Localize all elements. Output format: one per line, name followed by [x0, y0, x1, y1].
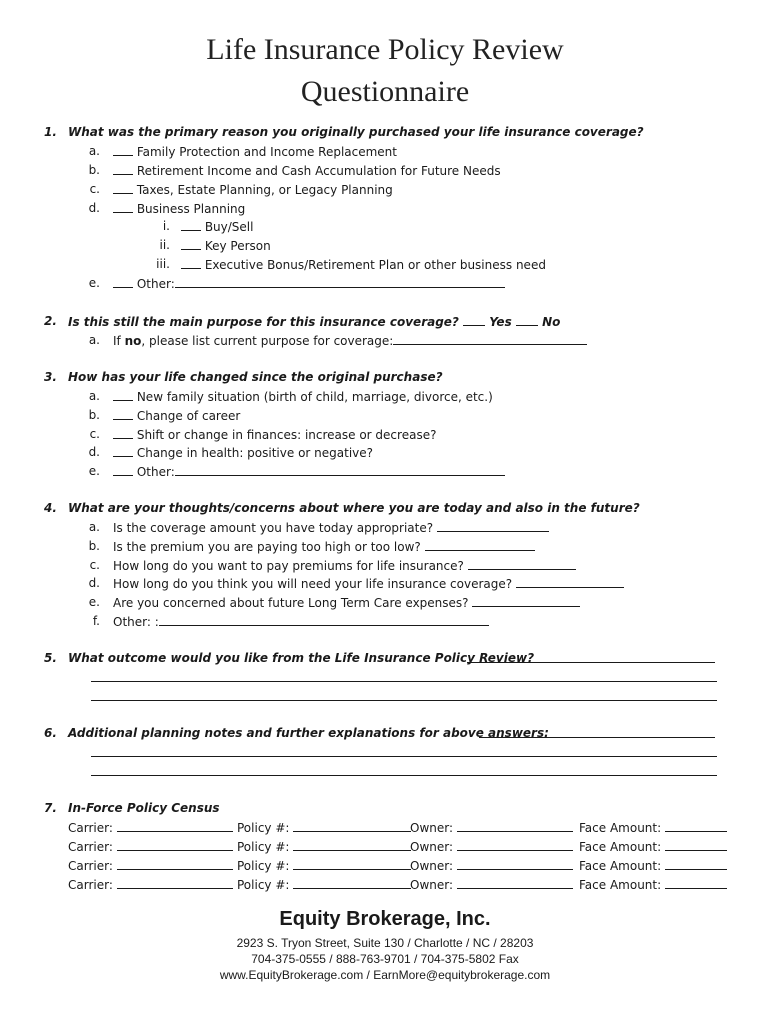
q4d-line: [113, 575, 624, 592]
q2a-bold: no: [124, 334, 142, 348]
census-face-amount-row-3: [579, 857, 727, 874]
q4e-line: [113, 594, 580, 611]
census-face-amount-field[interactable]: [665, 838, 727, 851]
census-policy-field[interactable]: [293, 819, 411, 832]
q3d-text: Change in health: positive or negative?: [136, 446, 374, 460]
census-carrier-row-2: [68, 838, 233, 855]
q4f-text: Other: :: [113, 615, 159, 629]
census-owner-label: Owner:: [410, 821, 454, 835]
page-title-line-1: Life Insurance Policy Review: [206, 33, 564, 66]
q4c-line: [113, 557, 576, 574]
census-carrier-field[interactable]: [117, 857, 233, 870]
q4d-label: d.: [88, 576, 100, 590]
q6-answer-line-1[interactable]: [479, 737, 715, 738]
census-face-amount-row-1: [579, 819, 727, 836]
q1c-text: Taxes, Estate Planning, or Legacy Planning: [136, 183, 393, 197]
q1d-i-text: Buy/Sell: [204, 220, 254, 234]
q3b-text: Change of career: [136, 409, 241, 423]
q4c-field[interactable]: [468, 557, 576, 570]
q4a-field[interactable]: [437, 519, 549, 532]
q4e-field[interactable]: [472, 594, 580, 607]
q1b-label: b.: [88, 163, 100, 177]
census-face-amount-label: Face Amount:: [579, 859, 662, 873]
q1d-text: Business Planning: [136, 202, 246, 216]
q4d-text: How long do you think you will need your life insurance coverage?: [113, 577, 513, 591]
q3a-text: New family situation (birth of child, marriage, divorce, etc.): [136, 390, 493, 404]
census-carrier-row-4: [68, 876, 233, 893]
q4e-label: e.: [88, 595, 100, 609]
census-policy-label: Policy #:: [237, 859, 290, 873]
q1c-label: c.: [89, 182, 100, 196]
q3e-option[interactable]: [113, 463, 505, 480]
census-carrier-label: Carrier:: [68, 859, 113, 873]
q4b-line: [113, 538, 535, 555]
q2a-pre: If: [113, 334, 121, 348]
q4b-label: b.: [88, 539, 100, 553]
census-carrier-label: Carrier:: [68, 878, 113, 892]
census-face-amount-field[interactable]: [665, 819, 727, 832]
census-policy-label: Policy #:: [237, 878, 290, 892]
q5-answer-line-3[interactable]: [91, 700, 717, 701]
page-title-line-2: Questionnaire: [300, 75, 470, 108]
company-name: Equity Brokerage, Inc.: [279, 908, 491, 930]
q5-answer-line-2[interactable]: [91, 681, 717, 682]
census-owner-label: Owner:: [410, 878, 454, 892]
census-owner-label: Owner:: [410, 840, 454, 854]
census-owner-row-4: [410, 876, 573, 893]
q5-number: 5.: [44, 651, 57, 665]
q3e-other-field[interactable]: [175, 463, 505, 476]
q4-number: 4.: [44, 501, 57, 515]
q5-answer-line-1[interactable]: [467, 662, 715, 663]
q1a-option[interactable]: [113, 143, 397, 160]
q1d-iii-option[interactable]: [181, 256, 546, 273]
q1e-option[interactable]: [113, 275, 505, 292]
q3a-label: a.: [88, 389, 100, 403]
census-carrier-field[interactable]: [117, 838, 233, 851]
q4a-text: Is the coverage amount you have today appropriate?: [113, 521, 434, 535]
census-owner-field[interactable]: [457, 838, 573, 851]
q5-question: What outcome would you like from the Life Insurance Policy Review?: [68, 651, 535, 665]
q3c-text: Shift or change in finances: increase or decrease?: [136, 428, 437, 442]
census-carrier-label: Carrier:: [68, 821, 113, 835]
q4f-field[interactable]: [159, 613, 489, 626]
census-carrier-label: Carrier:: [68, 840, 113, 854]
q3-question: How has your life changed since the original purchase?: [68, 370, 443, 384]
q3d-label: d.: [88, 445, 100, 459]
census-policy-row-3: [237, 857, 411, 874]
q1e-label: e.: [88, 276, 100, 290]
q4b-text: Is the premium you are paying too high or too low?: [113, 540, 421, 554]
q4f-line: [113, 613, 489, 630]
q1e-other-field[interactable]: [175, 275, 505, 288]
census-owner-label: Owner:: [410, 859, 454, 873]
q1a-text: Family Protection and Income Replacement: [136, 145, 397, 159]
census-policy-field[interactable]: [293, 857, 411, 870]
q4c-label: c.: [89, 558, 100, 572]
q7-number: 7.: [44, 801, 57, 815]
census-face-amount-label: Face Amount:: [579, 840, 662, 854]
q2-no-blank[interactable]: [516, 313, 538, 326]
census-face-amount-field[interactable]: [665, 876, 727, 889]
census-policy-field[interactable]: [293, 838, 411, 851]
census-policy-row-4: [237, 876, 411, 893]
q3e-text: Other:: [136, 465, 175, 479]
census-face-amount-label: Face Amount:: [579, 878, 662, 892]
q3b-option[interactable]: [113, 407, 240, 424]
q2a-purpose-field[interactable]: [393, 332, 587, 345]
q3c-option[interactable]: [113, 426, 436, 443]
q1c-option[interactable]: [113, 181, 393, 198]
q2-question: [68, 313, 560, 330]
census-owner-row-2: [410, 838, 573, 855]
q4b-field[interactable]: [425, 538, 535, 551]
census-carrier-row-3: [68, 857, 233, 874]
q4c-text: How long do you want to pay premiums for life insurance?: [113, 559, 464, 573]
q2-yes: Yes: [489, 315, 512, 329]
q1d-ii-option[interactable]: [181, 237, 271, 254]
q1d-label: d.: [88, 201, 100, 215]
census-owner-field[interactable]: [457, 876, 573, 889]
census-owner-field[interactable]: [457, 819, 573, 832]
census-face-amount-row-2: [579, 838, 727, 855]
q3a-option[interactable]: [113, 388, 493, 405]
census-owner-row-1: [410, 819, 573, 836]
q4d-field[interactable]: [516, 575, 624, 588]
q2-number: 2.: [44, 314, 57, 328]
q7-question: In-Force Policy Census: [68, 801, 220, 815]
q1b-option[interactable]: [113, 162, 501, 179]
census-owner-field[interactable]: [457, 857, 573, 870]
census-policy-row-2: [237, 838, 411, 855]
q3-number: 3.: [44, 370, 57, 384]
census-face-amount-field[interactable]: [665, 857, 727, 870]
census-face-amount-row-4: [579, 876, 727, 893]
q6-answer-line-2[interactable]: [91, 756, 717, 757]
q2a-label: a.: [88, 333, 100, 347]
q1d-iii-text: Executive Bonus/Retirement Plan or other business need: [204, 258, 546, 272]
q1d-iii-label: iii.: [156, 257, 170, 271]
q3b-label: b.: [88, 408, 100, 422]
q1-number: 1.: [44, 125, 57, 139]
q2-no: No: [542, 315, 561, 329]
census-carrier-field[interactable]: [117, 876, 233, 889]
q2a-line: [113, 332, 587, 349]
q2a-post: , please list current purpose for coverage:: [141, 334, 394, 348]
q1d-i-label: i.: [162, 219, 170, 233]
q1d-ii-label: ii.: [159, 238, 170, 252]
q4a-line: [113, 519, 549, 536]
q4-question: What are your thoughts/concerns about where you are today and also in the future?: [68, 501, 640, 515]
q3e-label: e.: [88, 464, 100, 478]
q4a-label: a.: [88, 520, 100, 534]
q6-answer-line-3[interactable]: [91, 775, 717, 776]
q1d-option[interactable]: [113, 200, 245, 217]
company-web: www.EquityBrokerage.com / EarnMore@equitybrokerage.com: [219, 968, 551, 982]
census-carrier-field[interactable]: [117, 819, 233, 832]
q1b-text: Retirement Income and Cash Accumulation for Future Needs: [136, 164, 501, 178]
q1d-ii-text: Key Person: [204, 239, 271, 253]
census-policy-field[interactable]: [293, 876, 411, 889]
q4f-label: f.: [92, 614, 100, 628]
census-carrier-row-1: [68, 819, 233, 836]
q1a-label: a.: [88, 144, 100, 158]
q1e-text: Other:: [136, 277, 175, 291]
q2-text: Is this still the main purpose for this insurance coverage?: [68, 315, 459, 329]
census-policy-label: Policy #:: [237, 821, 290, 835]
q1-question: What was the primary reason you originally purchased your life insurance coverage?: [68, 125, 644, 139]
q6-question: Additional planning notes and further explanations for above answers:: [68, 726, 549, 740]
q3c-label: c.: [89, 427, 100, 441]
q3d-option[interactable]: [113, 444, 373, 461]
census-policy-label: Policy #:: [237, 840, 290, 854]
q6-number: 6.: [44, 726, 57, 740]
q2-yes-blank[interactable]: [463, 313, 485, 326]
company-phones: 704-375-0555 / 888-763-9701 / 704-375-5802 Fax: [251, 952, 519, 966]
q4e-text: Are you concerned about future Long Term Care expenses?: [113, 596, 469, 610]
company-address: 2923 S. Tryon Street, Suite 130 / Charlotte / NC / 28203: [236, 936, 534, 950]
q1d-i-option[interactable]: [181, 218, 253, 235]
census-face-amount-label: Face Amount:: [579, 821, 662, 835]
census-owner-row-3: [410, 857, 573, 874]
census-policy-row-1: [237, 819, 411, 836]
